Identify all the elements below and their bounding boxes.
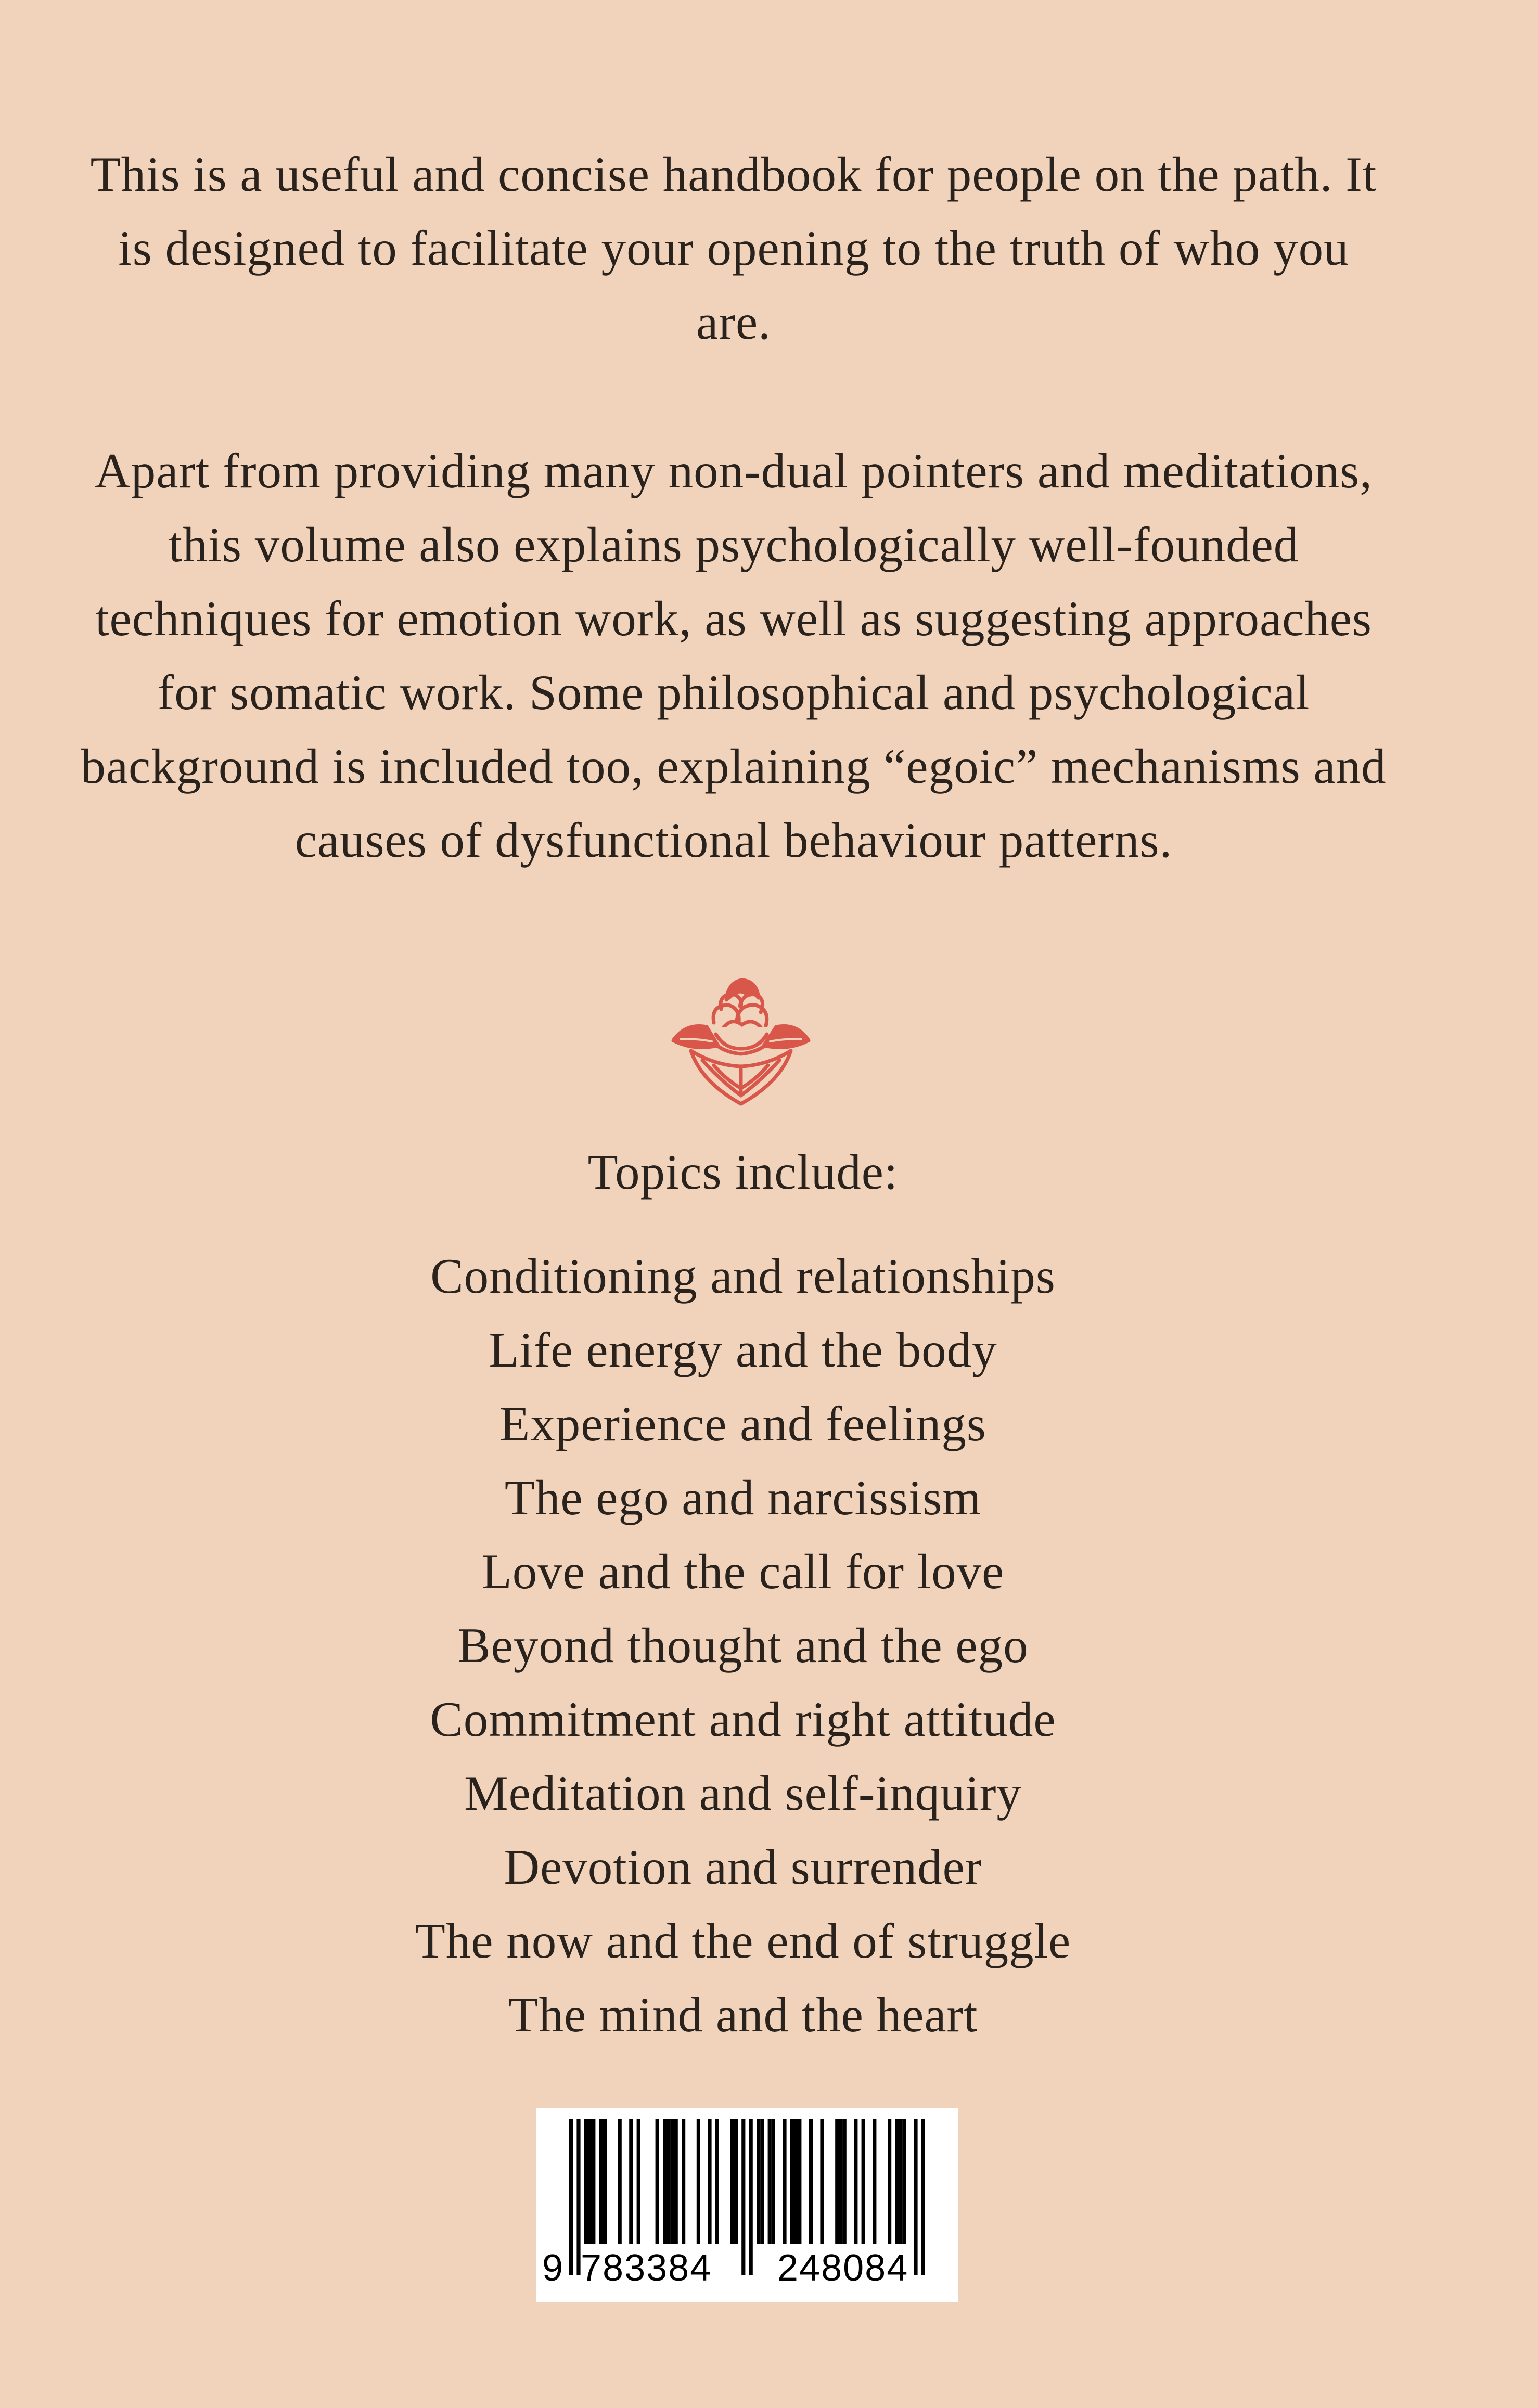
barcode-bar — [588, 2119, 592, 2244]
barcode-bar — [670, 2119, 674, 2244]
barcode-bar — [576, 2119, 580, 2275]
barcode-bar — [749, 2119, 753, 2275]
barcode-first-digit: 9 — [542, 2247, 565, 2289]
barcode-right-digits: 248084 — [777, 2247, 909, 2289]
barcode-bar — [730, 2119, 734, 2244]
barcode-bar — [629, 2119, 633, 2244]
barcode-bar — [697, 2119, 700, 2244]
barcode-bar — [599, 2119, 603, 2244]
barcode-bar — [862, 2119, 865, 2244]
barcode-bar — [741, 2119, 745, 2275]
list-item: Love and the call for love — [481, 1544, 1005, 1599]
barcode-bar — [592, 2119, 595, 2244]
barcode-bar — [839, 2119, 842, 2244]
barcode-bar — [663, 2119, 667, 2244]
list-item: Devotion and surrender — [504, 1839, 982, 1895]
topics-heading: Topics include: — [587, 1144, 899, 1200]
description-paragraph-2: Apart from providing many non-dual pointers and meditations, this volume also explains psychologically well-founded techniques for emotion work, as well as suggesting approaches for somatic work. Some philosophical and psychological background is included too, explaining “egoic” mechanisms and causes of dysfunctional behaviour patterns. — [81, 443, 1387, 868]
barcode-bar — [569, 2119, 573, 2275]
isbn-barcode — [536, 2108, 958, 2302]
topics-list — [0, 1239, 1486, 2052]
barcode-bar — [734, 2119, 738, 2244]
barcode-bar — [656, 2119, 659, 2244]
rose-ornament-icon — [670, 973, 811, 1108]
barcode-bar — [809, 2119, 813, 2244]
barcode-bar — [783, 2119, 786, 2244]
barcode-bar — [899, 2119, 903, 2244]
barcode-bar — [873, 2119, 876, 2244]
barcode-bar — [854, 2119, 857, 2244]
barcode-bar — [820, 2119, 824, 2244]
barcode-bar — [603, 2119, 607, 2244]
description-paragraph-1: This is a useful and concise handbook for people on the path. It is designed to facilitate your opening to the truth of who you are. — [90, 147, 1377, 350]
barcode-left-digits: 783384 — [581, 2247, 712, 2289]
barcode-bar — [835, 2119, 839, 2244]
barcode-bar — [708, 2119, 711, 2244]
barcode-bar — [760, 2119, 764, 2244]
barcode-bar — [794, 2119, 798, 2244]
barcode-bar — [921, 2119, 925, 2275]
barcode-bar — [903, 2119, 906, 2244]
barcode-bar — [888, 2119, 891, 2244]
list-item: The mind and the heart — [508, 1987, 978, 2042]
list-item: Experience and feelings — [499, 1396, 986, 1451]
barcode-bar — [618, 2119, 622, 2244]
list-item: Life energy and the body — [489, 1322, 997, 1377]
barcode-bar — [790, 2119, 794, 2244]
barcode-bar — [843, 2119, 847, 2244]
barcode-bar — [667, 2119, 670, 2244]
barcode-bar — [584, 2119, 588, 2244]
barcode-bar — [914, 2119, 917, 2275]
list-item: Commitment and right attitude — [430, 1692, 1056, 1747]
list-item: The ego and narcissism — [504, 1470, 982, 1525]
barcode-bar — [895, 2119, 899, 2244]
list-item: Beyond thought and the ego — [457, 1618, 1029, 1673]
list-item: The now and the end of struggle — [415, 1913, 1071, 1968]
barcode-bar — [674, 2119, 678, 2244]
barcode-bar — [768, 2119, 772, 2244]
barcode-bar — [772, 2119, 775, 2244]
barcode-bar — [757, 2119, 760, 2244]
list-item: Conditioning and relationships — [430, 1248, 1056, 1304]
list-item: Meditation and self-inquiry — [464, 1766, 1022, 1821]
barcode-bar — [715, 2119, 719, 2244]
barcode-bar — [798, 2119, 801, 2244]
barcode-bar — [637, 2119, 640, 2244]
barcode-bar — [682, 2119, 685, 2244]
